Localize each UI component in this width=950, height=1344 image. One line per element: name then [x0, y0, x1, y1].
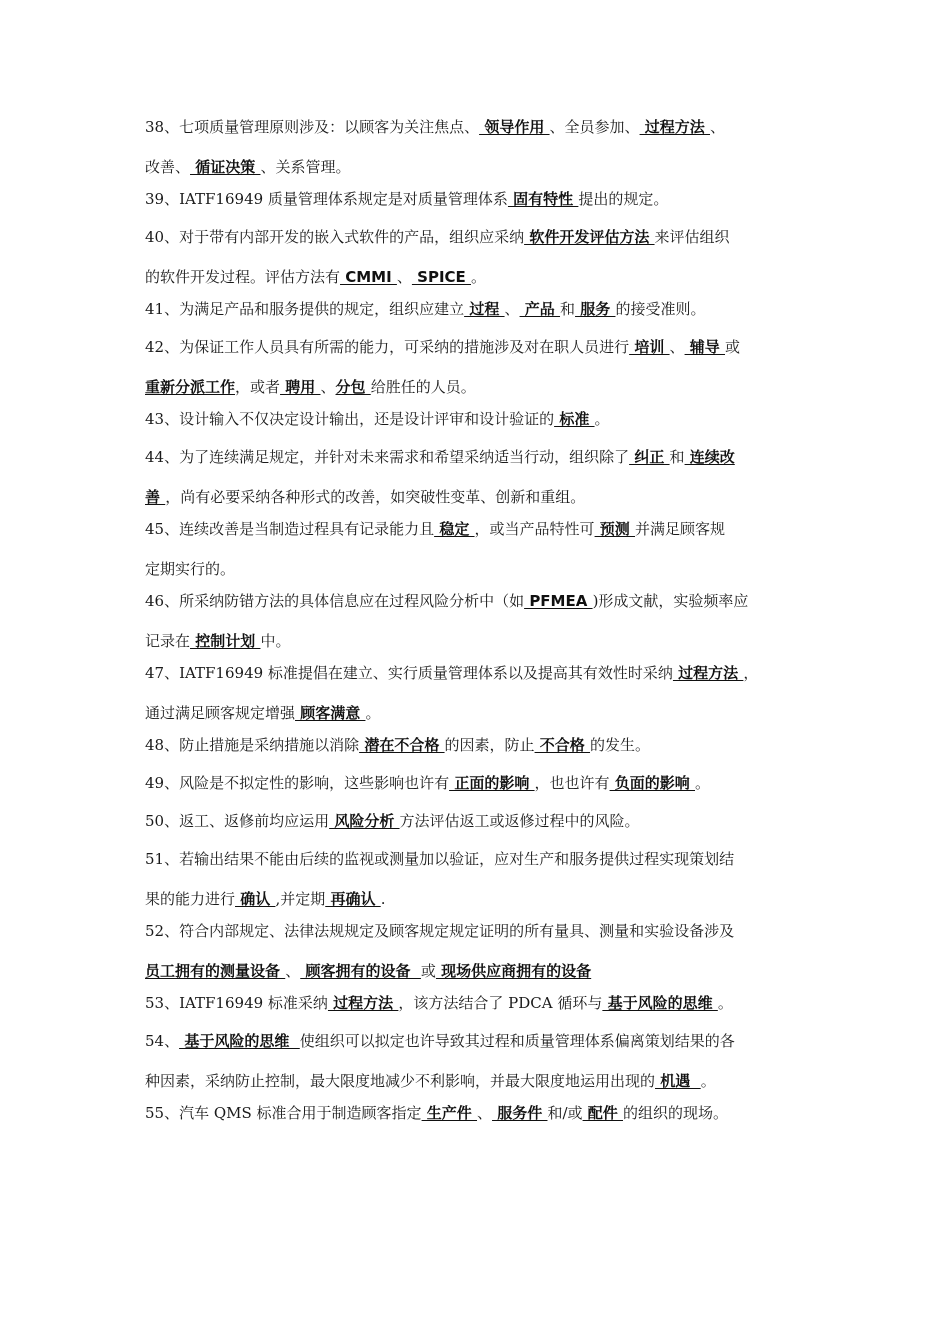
- line-text: 或: [725, 338, 741, 356]
- text-line: [145, 1072, 807, 1091]
- answer-blank: 产品: [519, 300, 561, 318]
- answer-blank: 过程: [464, 300, 505, 318]
- answer-blank: 过程方法: [639, 118, 711, 136]
- line-text: 43、设计输入不仅决定设计输出，还是设计评审和设计验证的: [145, 410, 555, 428]
- answer-blank: 软件开发评估方法: [524, 228, 655, 246]
- line-text: 和/或: [547, 1104, 583, 1122]
- answer-blank: 机遇: [655, 1072, 701, 1090]
- answer-blank: 顾客拥有的设备: [300, 962, 421, 980]
- line-text: 48、防止措施是采纳措施以消除: [145, 736, 360, 754]
- line-text: 、关系管理。: [260, 158, 351, 176]
- answer-blank: 分包: [335, 378, 371, 396]
- line-text: 、: [710, 118, 726, 136]
- line-text: 47、IATF16949 标准提倡在建立、实行质量管理体系以及提高其有效性时采纳: [145, 664, 673, 682]
- answer-blank: 服务件: [492, 1104, 548, 1122]
- line-text: 45、连续改善是当制造过程具有记录能力且: [145, 520, 435, 538]
- answer-blank: 服务: [575, 300, 616, 318]
- line-text: 改善、: [145, 158, 191, 176]
- line-text: 给胜任的人员。: [370, 378, 476, 396]
- text-line: [145, 560, 807, 579]
- text-line: [145, 378, 807, 397]
- line-text: 的发生。: [590, 736, 651, 754]
- answer-blank: 风险分析: [329, 812, 400, 830]
- line-text: 或: [420, 962, 436, 980]
- line-text: ，或当产品特性可: [474, 520, 595, 538]
- line-text: ，或者: [235, 378, 281, 396]
- line-text: 、: [669, 338, 685, 356]
- answer-blank: 聘用: [280, 378, 321, 396]
- line-text: 。: [365, 704, 381, 722]
- text-line: [145, 664, 807, 683]
- answer-blank: 过程方法: [672, 664, 744, 682]
- line-text: 46、所采纳防错方法的具体信息应在过程风险分析中（如: [145, 592, 525, 610]
- answer-blank: 负面的影响: [609, 774, 696, 792]
- line-text: 。: [695, 774, 711, 792]
- line-text: 。: [594, 410, 610, 428]
- answer-blank: 控制计划: [190, 632, 261, 650]
- line-text: 38、七项质量管理原则涉及：以顾客为关注焦点、: [145, 118, 480, 136]
- line-text: 、: [504, 300, 520, 318]
- line-text: 44、为了连续满足规定，并针对未来需求和希望采纳适当行动，组织除了: [145, 448, 630, 466]
- line-text: 55、汽车 QMS 标准合用于制造顾客指定: [145, 1104, 422, 1122]
- text-line: [145, 774, 807, 793]
- line-text: 、: [320, 378, 336, 396]
- answer-blank: 稳定: [434, 520, 475, 538]
- answer-blank: 正面的影响: [449, 774, 535, 792]
- text-line: [145, 592, 807, 611]
- text-line: [145, 812, 807, 831]
- answer-blank: 顾客满意: [295, 704, 366, 722]
- line-text: 50、返工、返修前均应运用: [145, 812, 330, 830]
- line-text: ,并定期: [275, 890, 326, 908]
- text-line: [145, 410, 807, 429]
- answer-blank: 预测: [594, 520, 636, 538]
- answer-blank: PFMEA: [524, 592, 593, 610]
- text-line: [145, 922, 807, 941]
- answer-blank: 连续改: [684, 448, 735, 466]
- text-line: [145, 962, 807, 981]
- line-text: 41、为满足产品和服务提供的规定，组织应建立: [145, 300, 465, 318]
- line-text: 通过满足顾客规定增强: [145, 704, 296, 722]
- answer-blank: 循证决策: [190, 158, 261, 176]
- text-line: [145, 632, 807, 651]
- line-text: 42、为保证工作人员具有所需的能力，可采纳的措施涉及对在职人员进行: [145, 338, 630, 356]
- answer-blank: 过程方法: [327, 994, 399, 1012]
- answer-blank: 培训: [629, 338, 670, 356]
- line-text: 来评估组织: [654, 228, 730, 246]
- line-text: )形成文献，实验频率应: [592, 592, 749, 610]
- line-text: 方法评估返工或返修过程中的风险。: [399, 812, 640, 830]
- text-line: [145, 118, 807, 137]
- line-text: 52、符合内部规定、法律法规规定及顾客规定规定证明的所有量具、测量和实验设备涉及: [145, 922, 735, 940]
- line-text: 记录在: [145, 632, 191, 650]
- line-text: ，: [743, 664, 759, 682]
- answer-blank: 配件: [582, 1104, 623, 1122]
- line-text: 和: [560, 300, 576, 318]
- line-text: 54、: [145, 1032, 180, 1050]
- line-text: ，也也许有: [534, 774, 610, 792]
- answer-blank: 标准: [554, 410, 595, 428]
- text-line: [145, 994, 807, 1013]
- line-text: 49、风险是不拟定性的影响，这些影响也许有: [145, 774, 450, 792]
- line-text: 53、IATF16949 标准采纳: [145, 994, 328, 1012]
- line-text: 并满足顾客规: [635, 520, 726, 538]
- answer-blank: 潜在不合格: [359, 736, 445, 754]
- text-line: [145, 448, 807, 467]
- text-line: [145, 268, 807, 287]
- line-text: 、: [285, 962, 301, 980]
- answer-blank: 基于风险的思维: [602, 994, 718, 1012]
- answer-blank: 固有特性: [507, 190, 579, 208]
- line-text: 定期实行的。: [145, 560, 236, 578]
- line-text: .: [380, 890, 386, 908]
- answer-blank: CMMI: [340, 268, 397, 286]
- line-text: 39、IATF16949 质量管理体系规定是对质量管理体系: [145, 190, 508, 208]
- line-text: 。: [471, 268, 487, 286]
- answer-blank: 现场供应商拥有的设备: [435, 962, 592, 980]
- text-line: [145, 704, 807, 723]
- answer-blank: 领导作用: [479, 118, 550, 136]
- line-text: 、: [477, 1104, 493, 1122]
- answer-blank: 生产件: [421, 1104, 478, 1122]
- line-text: 40、对于带有内部开发的嵌入式软件的产品，组织应采纳: [145, 228, 525, 246]
- line-text: 。: [717, 994, 733, 1012]
- line-text: ，尚有必要采纳各种形式的改善，如突破性变革、创新和重组。: [165, 488, 586, 506]
- answer-blank: 善: [145, 488, 166, 506]
- answer-blank: 确认: [235, 890, 276, 908]
- text-line: [145, 300, 807, 319]
- text-line: [145, 1104, 807, 1123]
- answer-blank: 不合格: [534, 736, 591, 754]
- line-text: 、全员参加、: [549, 118, 640, 136]
- answer-blank: 重新分派工作: [145, 378, 236, 396]
- line-text: 中。: [260, 632, 291, 650]
- line-text: 51、若输出结果不能由后续的监视或测量加以验证，应对生产和服务提供过程实现策划结: [145, 850, 735, 868]
- line-text: 果的能力进行: [145, 890, 236, 908]
- text-line: [145, 850, 807, 869]
- text-line: [145, 158, 807, 177]
- text-line: [145, 1032, 807, 1051]
- line-text: 、: [396, 268, 412, 286]
- text-line: [145, 520, 807, 539]
- text-line: [145, 488, 807, 507]
- line-text: 种因素，采纳防止控制，最大限度地减少不利影响，并最大限度地运用出现的: [145, 1072, 656, 1090]
- text-line: [145, 228, 807, 247]
- line-text: 的软件开发过程。评估方法有: [145, 268, 341, 286]
- line-text: 的接受准则。: [615, 300, 706, 318]
- line-text: 的组织的现场。: [623, 1104, 729, 1122]
- text-line: [145, 890, 807, 909]
- text-line: [145, 338, 807, 357]
- answer-blank: SPICE: [411, 268, 471, 286]
- text-line: [145, 190, 807, 209]
- line-text: 提出的规定。: [578, 190, 669, 208]
- answer-blank: 纠正: [629, 448, 670, 466]
- line-text: ，该方法结合了 PDCA 循环与: [398, 994, 603, 1012]
- answer-blank: 基于风险的思维: [179, 1032, 300, 1050]
- line-text: 和: [669, 448, 685, 466]
- line-text: 。: [700, 1072, 716, 1090]
- document-page: [145, 118, 807, 1142]
- text-line: [145, 736, 807, 755]
- answer-blank: 辅导: [684, 338, 726, 356]
- line-text: 的因素，防止: [444, 736, 535, 754]
- answer-blank: 员工拥有的测量设备: [145, 962, 286, 980]
- answer-blank: 再确认: [325, 890, 381, 908]
- line-text: 使组织可以拟定也许导致其过程和质量管理体系偏离策划结果的各: [299, 1032, 735, 1050]
